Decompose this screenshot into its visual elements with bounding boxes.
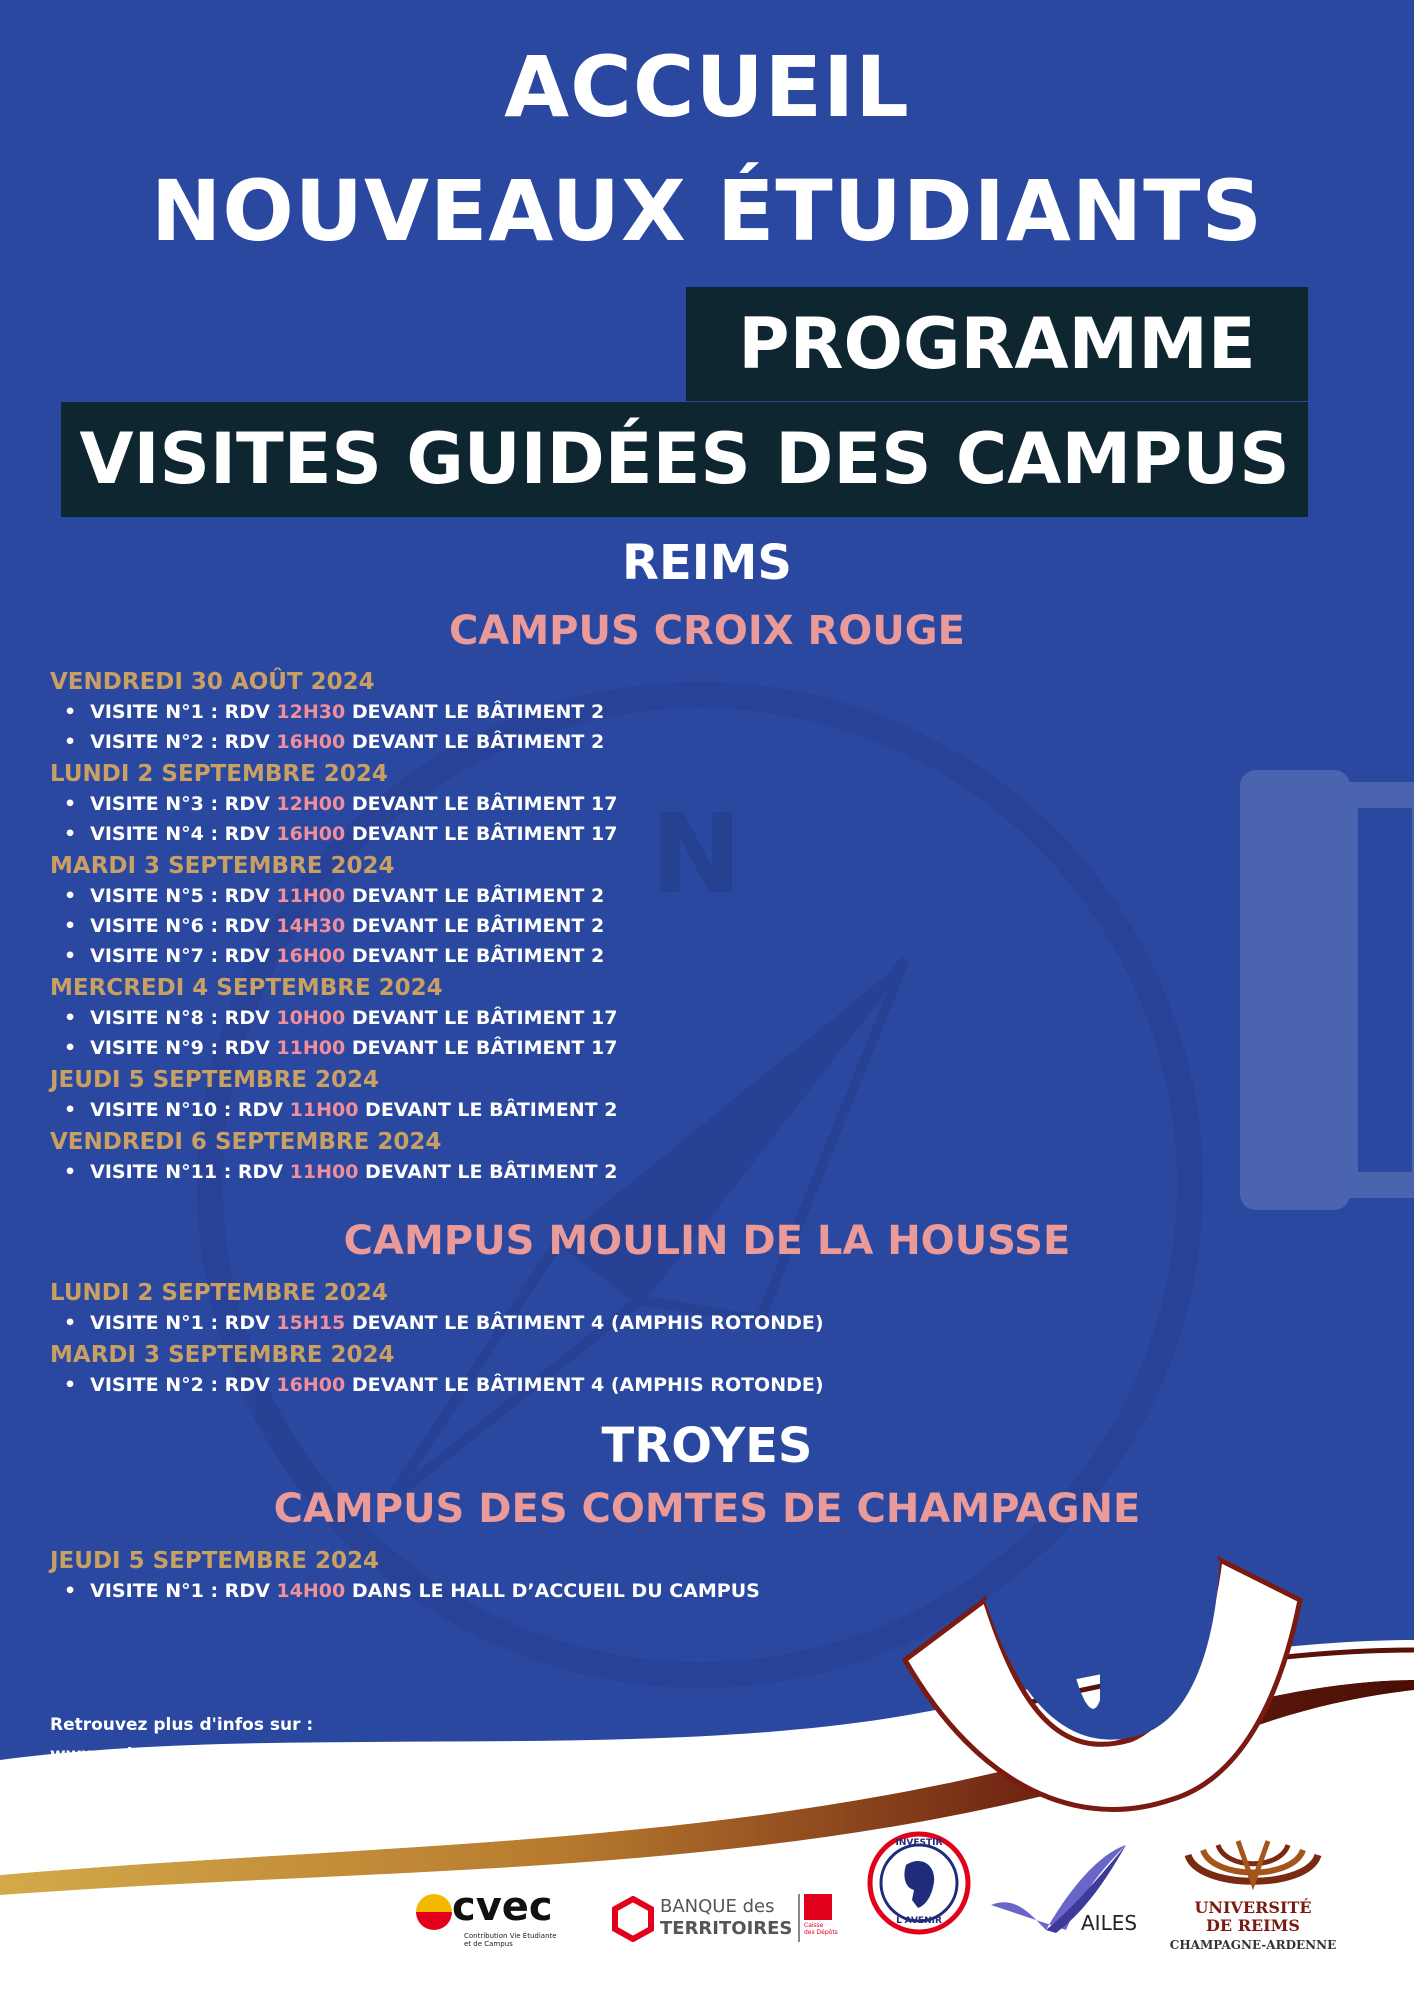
- visit-label: VISITE N°8 : RDV: [90, 1007, 277, 1029]
- visit-location: DEVANT LE BÂTIMENT 2: [358, 1161, 618, 1183]
- visit-time: 11H00: [289, 1099, 359, 1121]
- visit-time: 16H00: [276, 731, 346, 753]
- cvec-wordmark: cvec: [452, 1884, 553, 1930]
- investir-top: INVESTIR: [895, 1838, 943, 1848]
- banque-line1: BANQUE des: [660, 1896, 775, 1917]
- schedule-date: LUNDI 2 SEPTEMBRE 2024: [50, 761, 388, 787]
- visit-item: [64, 1161, 617, 1183]
- visit-location: DEVANT LE BÂTIMENT 4 (AMPHIS ROTONDE): [345, 1312, 824, 1334]
- caisse-depots-square: [804, 1894, 832, 1920]
- visit-location: DEVANT LE BÂTIMENT 2: [345, 731, 605, 753]
- building-watermark: [1240, 770, 1414, 1210]
- banque-divider: [798, 1894, 800, 1942]
- schedule-date: JEUDI 5 SEPTEMBRE 2024: [50, 1548, 380, 1574]
- visit-label: VISITE N°1 : RDV: [90, 1312, 277, 1334]
- visit-location: DEVANT LE BÂTIMENT 17: [345, 1037, 618, 1059]
- visit-time: 16H00: [276, 823, 346, 845]
- bullet-icon: •: [64, 1007, 77, 1029]
- cvec-logo: [412, 1884, 562, 1952]
- info-link[interactable]: www.univ-reims.fr/kit-de-rentree: [50, 1745, 368, 1765]
- visit-item: [64, 1580, 760, 1602]
- bullet-icon: •: [64, 731, 77, 753]
- visit-time: 14H00: [276, 1580, 346, 1602]
- investir-avenir-logo: [866, 1830, 972, 1936]
- banque-line2: TERRITOIRES: [660, 1918, 793, 1939]
- bullet-icon: •: [64, 945, 77, 967]
- visit-label: VISITE N°2 : RDV: [90, 1374, 277, 1396]
- visit-location: DEVANT LE BÂTIMENT 2: [345, 945, 605, 967]
- visit-location: DEVANT LE BÂTIMENT 17: [345, 1007, 618, 1029]
- visit-item: [64, 823, 617, 845]
- ailes-wordmark: AILES: [1081, 1911, 1138, 1935]
- cvec-mark-icon: [414, 1892, 454, 1932]
- visit-label: VISITE N°11 : RDV: [90, 1161, 290, 1183]
- title-nouveaux-etudiants: NOUVEAUX ÉTUDIANTS: [151, 162, 1263, 260]
- visit-item: [64, 1312, 824, 1334]
- bullet-icon: •: [64, 1161, 77, 1183]
- bullet-icon: •: [64, 1374, 77, 1396]
- bullet-icon: •: [64, 885, 77, 907]
- bullet-icon: •: [64, 1099, 77, 1121]
- visit-location: DEVANT LE BÂTIMENT 2: [345, 701, 605, 723]
- bullet-icon: •: [64, 1037, 77, 1059]
- visit-item: [64, 701, 604, 723]
- visit-time: 11H00: [289, 1161, 359, 1183]
- visit-label: VISITE N°10 : RDV: [90, 1099, 290, 1121]
- visit-label: VISITE N°3 : RDV: [90, 793, 277, 815]
- investir-bottom: L'AVENIR: [896, 1916, 942, 1926]
- visit-item: [64, 1007, 617, 1029]
- visit-item: [64, 1037, 617, 1059]
- urca-logo: [1158, 1835, 1348, 1995]
- schedule-date: VENDREDI 6 SEPTEMBRE 2024: [50, 1129, 442, 1155]
- visit-item: [64, 945, 604, 967]
- bullet-icon: •: [64, 1580, 77, 1602]
- bullet-icon: •: [64, 793, 77, 815]
- caisse-depots-text: Caisse des Dépôts: [804, 1922, 838, 1936]
- ailes-logo: [986, 1835, 1146, 1945]
- visit-time: 12H00: [276, 793, 346, 815]
- visit-item: [64, 915, 604, 937]
- visit-location: DEVANT LE BÂTIMENT 4 (AMPHIS ROTONDE): [345, 1374, 824, 1396]
- visit-time: 16H00: [276, 1374, 346, 1396]
- visit-time: 15H15: [276, 1312, 346, 1334]
- visit-time: 14H30: [276, 915, 346, 937]
- visit-label: VISITE N°4 : RDV: [90, 823, 277, 845]
- visit-time: 11H00: [276, 1037, 346, 1059]
- programme-label: PROGRAMME: [738, 303, 1256, 385]
- visit-item: [64, 1374, 824, 1396]
- visit-time: 10H00: [276, 1007, 346, 1029]
- visit-label: VISITE N°5 : RDV: [90, 885, 277, 907]
- campus-croix-rouge: CAMPUS CROIX ROUGE: [449, 608, 965, 654]
- campus-moulin: CAMPUS MOULIN DE LA HOUSSE: [343, 1218, 1071, 1264]
- subtitle-label: VISITES GUIDÉES DES CAMPUS: [79, 418, 1290, 500]
- hexagon-icon: [612, 1896, 654, 1942]
- info-label: Retrouvez plus d'infos sur :: [50, 1715, 314, 1735]
- title-accueil: ACCUEIL: [504, 38, 910, 136]
- visit-location: DANS LE HALL D’ACCUEIL DU CAMPUS: [345, 1580, 760, 1602]
- bullet-icon: •: [64, 1312, 77, 1334]
- urca-name: UNIVERSITÉ DE REIMS CHAMPAGNE-ARDENNE: [1169, 1898, 1337, 1952]
- visit-location: DEVANT LE BÂTIMENT 17: [345, 823, 618, 845]
- banque-territoires-logo: [612, 1890, 842, 1950]
- visit-item: [64, 885, 604, 907]
- visit-time: 12H30: [276, 701, 346, 723]
- visit-location: DEVANT LE BÂTIMENT 2: [358, 1099, 618, 1121]
- visit-label: VISITE N°6 : RDV: [90, 915, 277, 937]
- visit-item: [64, 793, 617, 815]
- bullet-icon: •: [64, 915, 77, 937]
- campus-comtes: CAMPUS DES COMTES DE CHAMPAGNE: [273, 1486, 1141, 1532]
- visit-time: 16H00: [276, 945, 346, 967]
- cvec-subtitle: Contribution Vie Étudiante et de Campus: [464, 1932, 557, 1948]
- compass-n-letter: N: [650, 790, 743, 918]
- urca-emblem-icon: [1158, 1835, 1348, 1905]
- schedule-date: MARDI 3 SEPTEMBRE 2024: [50, 1342, 395, 1368]
- visit-location: DEVANT LE BÂTIMENT 2: [345, 915, 605, 937]
- schedule-date: MERCREDI 4 SEPTEMBRE 2024: [50, 975, 443, 1001]
- visit-time: 11H00: [276, 885, 346, 907]
- schedule-date: LUNDI 2 SEPTEMBRE 2024: [50, 1280, 388, 1306]
- schedule-date: MARDI 3 SEPTEMBRE 2024: [50, 853, 395, 879]
- schedule-date: JEUDI 5 SEPTEMBRE 2024: [50, 1067, 380, 1093]
- bullet-icon: •: [64, 823, 77, 845]
- visit-label: VISITE N°7 : RDV: [90, 945, 277, 967]
- schedule-date: VENDREDI 30 AOÛT 2024: [50, 669, 375, 695]
- city-troyes: TROYES: [601, 1418, 813, 1474]
- visit-item: [64, 1099, 617, 1121]
- visit-location: DEVANT LE BÂTIMENT 2: [345, 885, 605, 907]
- visit-label: VISITE N°2 : RDV: [90, 731, 277, 753]
- visit-label: VISITE N°1 : RDV: [90, 701, 277, 723]
- visit-location: DEVANT LE BÂTIMENT 17: [345, 793, 618, 815]
- bullet-icon: •: [64, 701, 77, 723]
- visit-label: VISITE N°9 : RDV: [90, 1037, 277, 1059]
- visit-item: [64, 731, 604, 753]
- city-reims: REIMS: [622, 535, 792, 591]
- visit-label: VISITE N°1 : RDV: [90, 1580, 277, 1602]
